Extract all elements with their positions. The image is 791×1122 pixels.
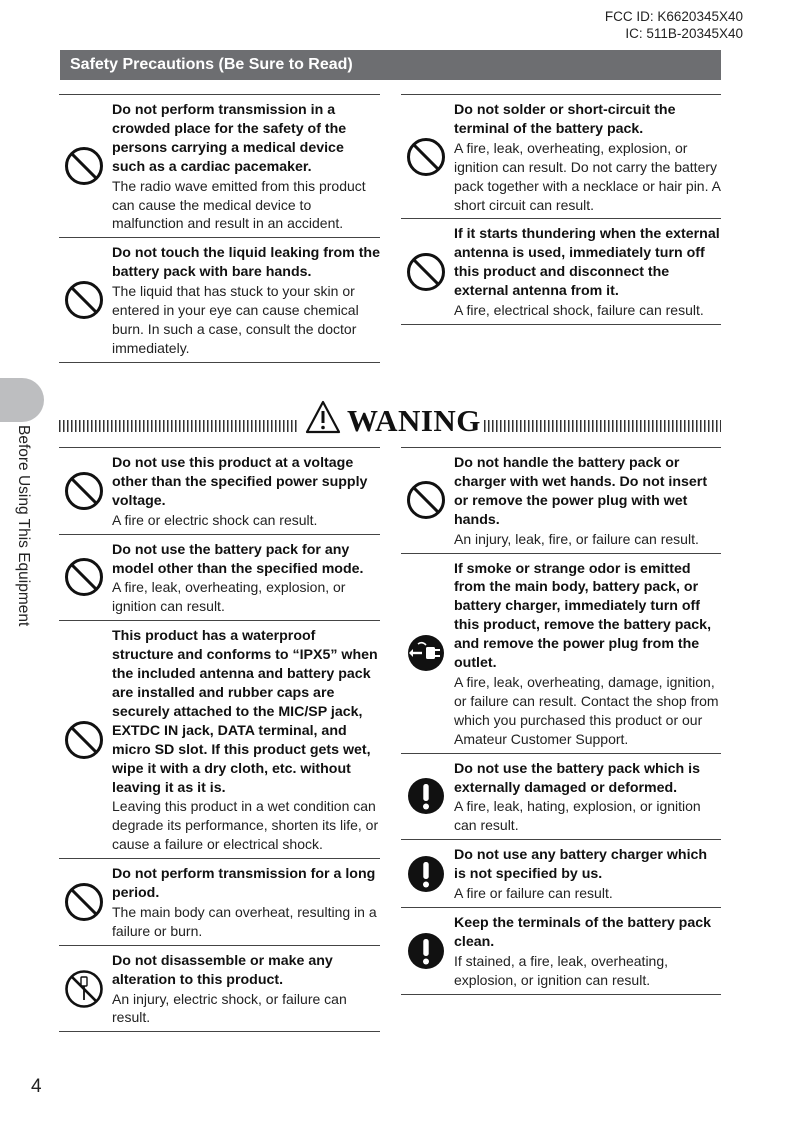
prohibition-icon xyxy=(64,471,104,511)
ic-id: IC: 511B-20345X40 xyxy=(625,26,743,41)
item-heading: Do not touch the liquid leaking from the battery pack with bare hands. xyxy=(112,245,380,281)
section-header-bar xyxy=(60,50,721,80)
item-body: The radio wave emitted from this product can cause the medical device to malfunction and result in an accident. xyxy=(112,177,366,232)
prohibition-icon xyxy=(406,137,446,177)
side-tab-marker xyxy=(0,378,44,422)
item-body: A fire, electrical shock, failure can result. xyxy=(454,302,704,319)
prohibition-icon xyxy=(64,280,104,320)
chapter-label-text: Before Using This Equipment xyxy=(15,425,32,627)
prohibition-icon xyxy=(64,882,104,922)
regulatory-ids xyxy=(605,8,743,42)
warning-item xyxy=(59,620,380,858)
warning-item xyxy=(401,447,721,553)
item-heading: Do not disassemble or make any alteration to this product. xyxy=(112,952,333,988)
side-chapter-label xyxy=(14,425,32,655)
mandatory-exclamation-icon xyxy=(406,931,446,971)
prohibition-icon xyxy=(64,557,104,597)
item-heading: If smoke or strange odor is emitted from the main body, battery pack, or battery charger, immediately turn off this product, remove the battery pack, and remove the power plug from the outlet. xyxy=(454,560,712,672)
prohibition-icon xyxy=(64,146,104,186)
warning-triangle-icon xyxy=(305,400,341,434)
item-body: If stained, a fire, leak, overheating, explosion, or ignition can result. xyxy=(454,952,669,988)
item-body: A fire or failure can result. xyxy=(454,885,613,902)
caution-item xyxy=(401,218,721,325)
caution-item xyxy=(59,237,380,362)
prohibition-icon xyxy=(406,480,446,520)
item-heading: Do not use the battery pack which is externally damaged or deformed. xyxy=(454,760,700,796)
warning-item xyxy=(59,945,380,1033)
warning-item xyxy=(401,839,721,907)
item-body: Leaving this product in a wet condition can degrade its performance, shorten its life, or cause a failure or electrical shock. xyxy=(112,798,379,853)
page-number: 4 xyxy=(31,1076,42,1097)
caution-item xyxy=(59,94,380,237)
item-body: A fire, leak, overheating, damage, ignition, or failure can result. Contact the shop from which you purchased this product or our Amateur Customer Support. xyxy=(454,673,719,747)
banner-hatch-left xyxy=(59,420,297,432)
warning-item xyxy=(401,553,721,753)
banner-hatch-right xyxy=(484,420,721,432)
item-heading: This product has a waterproof structure and conforms to “IPX5” when the included antenna and battery pack are installed and rubber caps are securely attached to the MIC/SP jack, EXTDC IN jack, DATA terminal, and micro SD slot. If this product gets wet, wipe it with a dry cloth, etc. without leaving it as it is. xyxy=(112,628,378,796)
no-disassembly-icon xyxy=(64,969,104,1009)
item-body: A fire, leak, hating, explosion, or ignition can result. xyxy=(454,798,701,834)
warning-banner xyxy=(59,398,721,440)
caution-item xyxy=(401,94,721,218)
warning-item xyxy=(59,447,380,534)
prohibition-icon xyxy=(64,720,104,760)
fcc-id: FCC ID: K6620345X40 xyxy=(604,9,743,24)
section-title: Safety Precautions (Be Sure to Read) xyxy=(70,56,353,73)
item-body: The main body can overheat, resulting in a failure or burn. xyxy=(112,903,377,939)
item-heading: Do not use any battery charger which is not specified by us. xyxy=(454,847,708,883)
item-heading: Do not use the battery pack for any model other than the specified mode. xyxy=(112,541,364,577)
mandatory-exclamation-icon xyxy=(406,854,446,894)
item-body: The liquid that has stuck to your skin or entered in your eye can cause chemical burn. In such a case, consult the doctor immediately. xyxy=(112,283,359,356)
caution-column-right xyxy=(401,94,721,325)
item-heading: If it starts thundering when the external antenna is used, immediately turn off this product and disconnect the external antenna from it. xyxy=(454,226,720,300)
warning-item xyxy=(401,753,721,840)
caution-column-left xyxy=(59,94,380,363)
item-heading: Keep the terminals of the battery pack clean. xyxy=(454,914,712,950)
item-heading: Do not perform transmission for a long period. xyxy=(112,866,376,902)
warning-item xyxy=(59,858,380,945)
item-heading: Do not solder or short-circuit the terminal of the battery pack. xyxy=(454,102,676,137)
warning-column-right xyxy=(401,447,721,995)
item-heading: Do not perform transmission in a crowded place for the safety of the persons carrying a medical device such as a cardiac pacemaker. xyxy=(112,102,347,175)
prohibition-icon xyxy=(406,252,446,292)
item-body: A fire or electric shock can result. xyxy=(112,511,318,528)
warning-banner-text: WANING xyxy=(347,403,481,438)
mandatory-exclamation-icon xyxy=(406,776,446,816)
warning-item xyxy=(401,907,721,995)
item-body: An injury, electric shock, or failure can result. xyxy=(112,990,347,1026)
item-body: An injury, leak, fire, or failure can result. xyxy=(454,530,699,547)
item-body: A fire, leak, overheating, explosion, or ignition can result. Do not carry the battery pack together with a necklace or hair pin. A short circuit can result. xyxy=(454,139,721,213)
warning-column-left xyxy=(59,447,380,1032)
item-heading: Do not handle the battery pack or charger with wet hands. Do not insert or remove the power plug with wet hands. xyxy=(454,455,708,528)
item-heading: Do not use this product at a voltage other than the specified power supply voltage. xyxy=(112,455,368,509)
item-body: A fire, leak, overheating, explosion, or ignition can result. xyxy=(112,579,346,615)
warning-item xyxy=(59,534,380,621)
unplug-icon xyxy=(406,633,446,673)
